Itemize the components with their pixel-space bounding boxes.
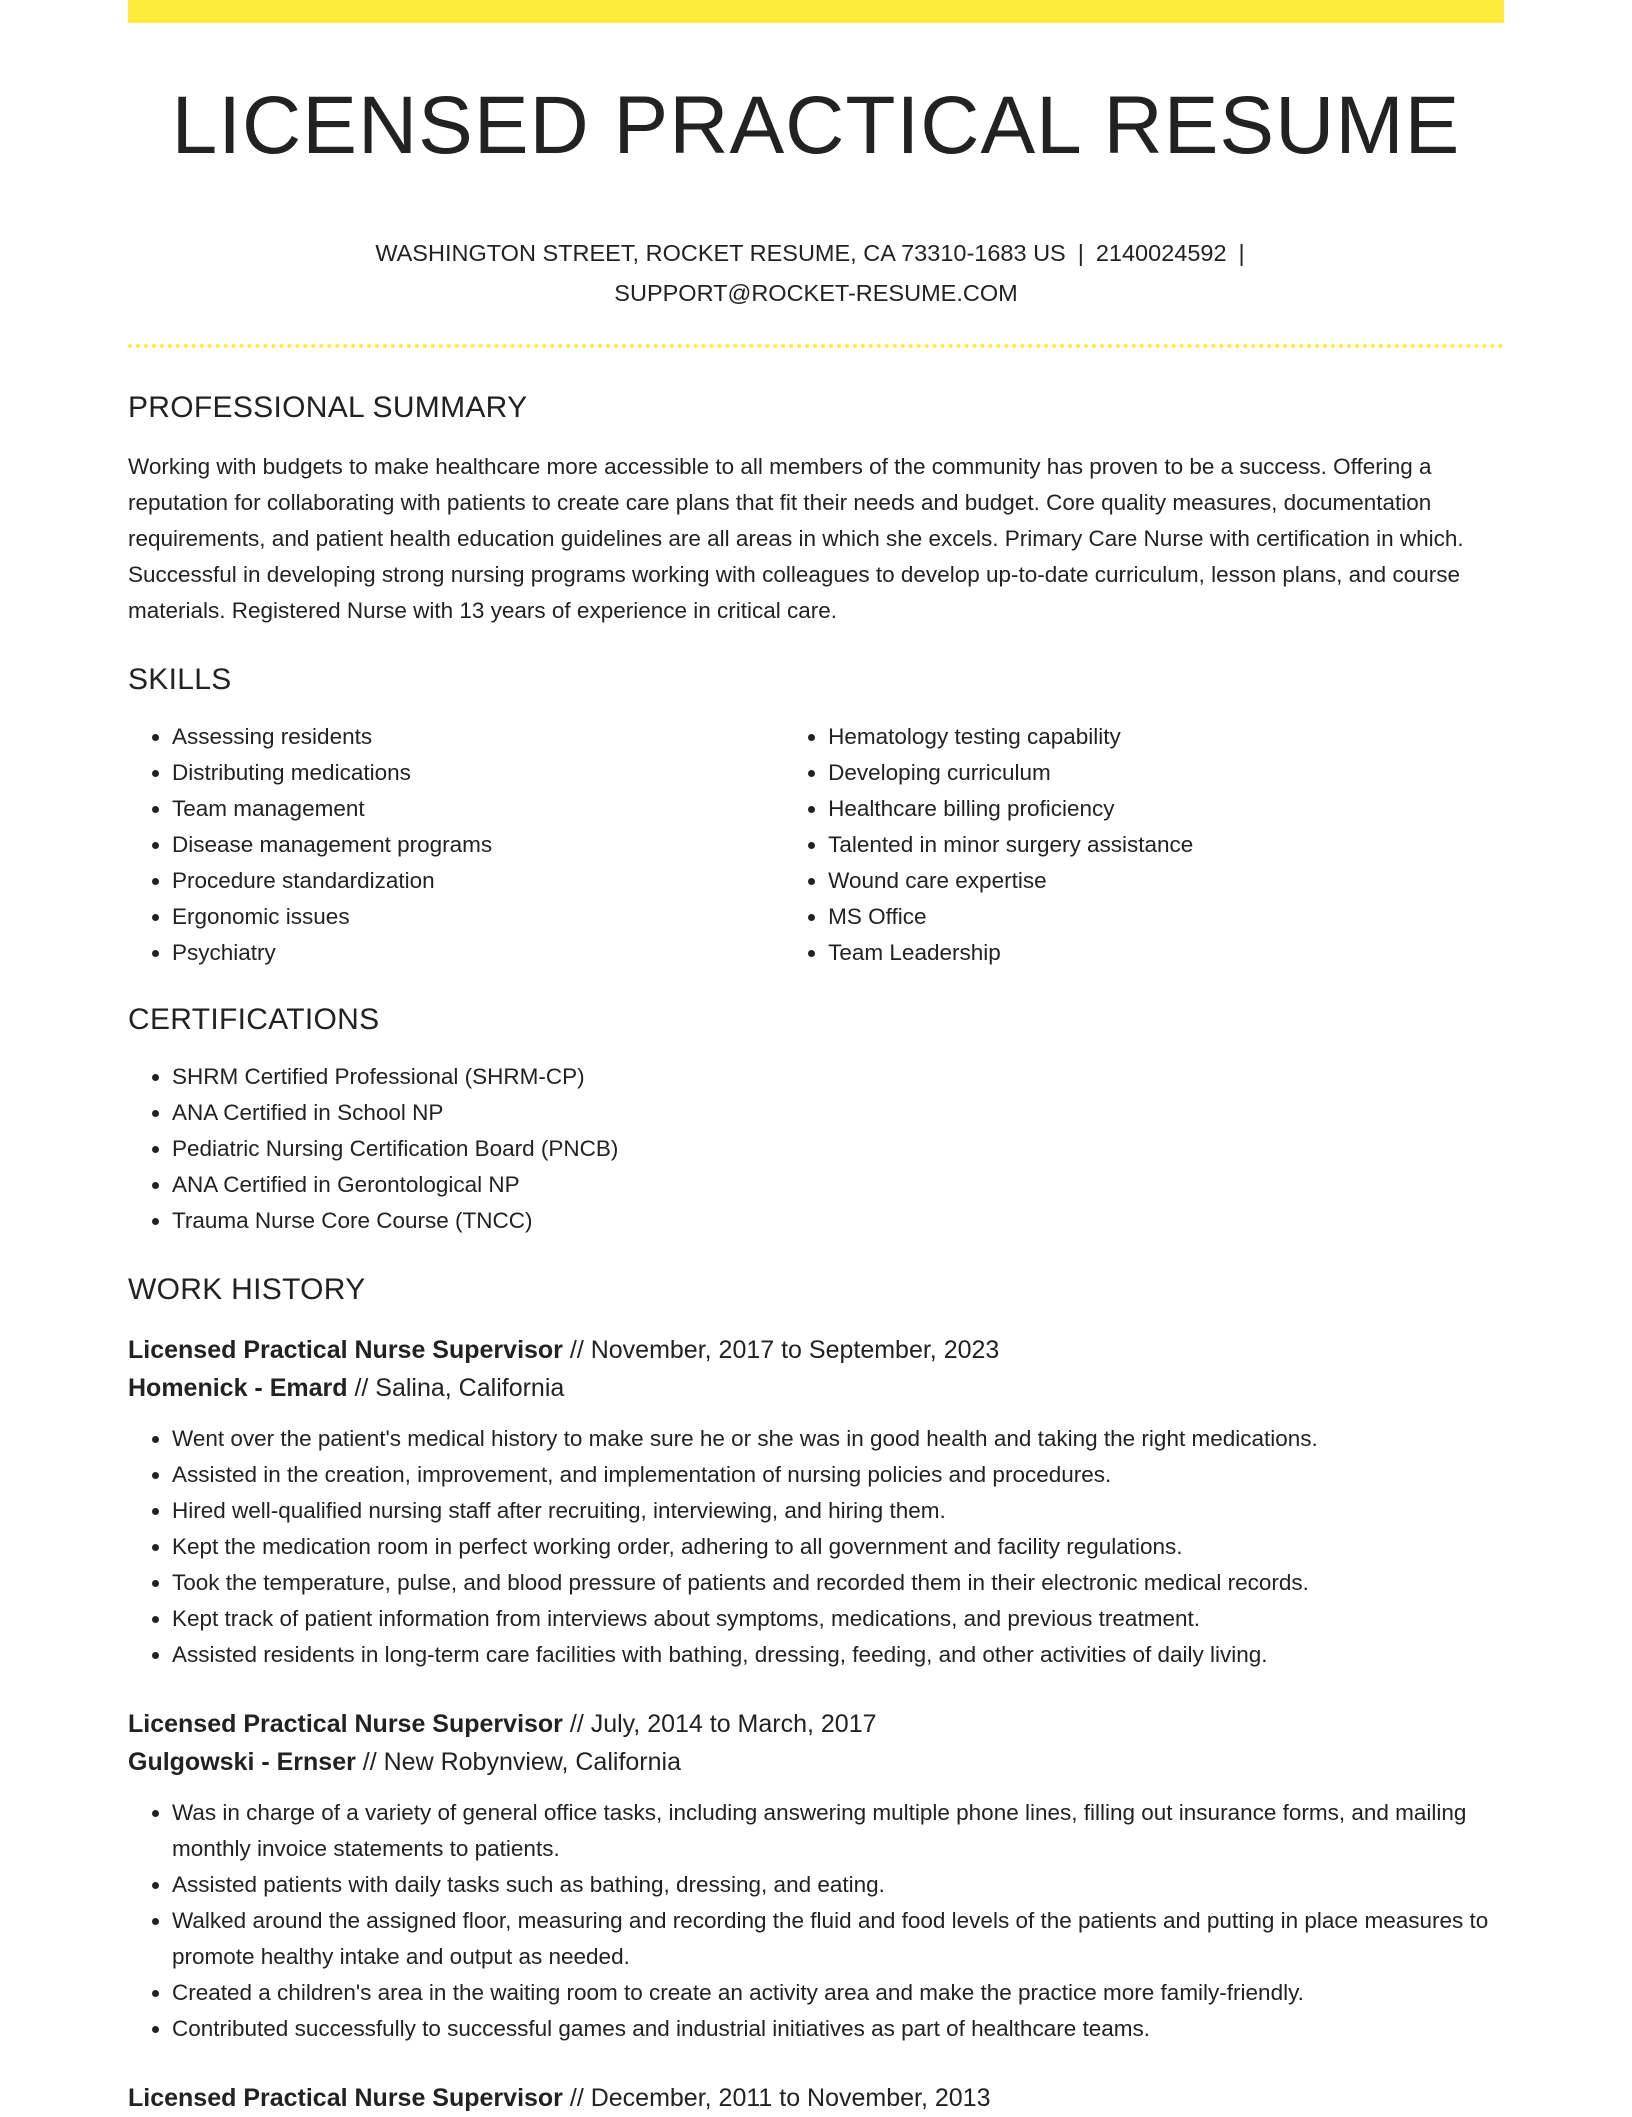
contact-info <box>128 233 1504 313</box>
certification-item: • Pediatric Nursing Certification Board (PNCB) <box>172 1131 1504 1167</box>
skill-item: • Hematology testing capability <box>828 719 1504 755</box>
skill-item: • Procedure standardization <box>172 863 784 899</box>
resume-page <box>128 0 1504 2117</box>
certification-item: • Trauma Nurse Core Course (TNCC) <box>172 1203 1504 1239</box>
job-role-line <box>128 2079 1504 2117</box>
skill-item: • Ergonomic issues <box>172 899 784 935</box>
job-entry <box>128 1705 1504 2047</box>
skill-item: • Disease management programs <box>172 827 784 863</box>
skill-item: • MS Office <box>828 899 1504 935</box>
skills-column-2 <box>784 719 1504 971</box>
job-bullet: • Kept track of patient information from interviews about symptoms, medications, and previous treatment. <box>172 1601 1504 1637</box>
job-bullet: • Contributed successfully to successful games and industrial initiatives as part of healthcare teams. <box>172 2011 1504 2047</box>
job-bullet: • Hired well-qualified nursing staff after recruiting, interviewing, and hiring them. <box>172 1493 1504 1529</box>
address-text: WASHINGTON STREET, ROCKET RESUME, CA 73310-1683 US <box>375 240 1066 266</box>
job-location: // New Robynview, California <box>355 1748 681 1776</box>
section-title-work-history: WORK HISTORY <box>128 1273 366 1306</box>
resume-name-heading: LICENSED PRACTICAL RESUME <box>171 80 1461 171</box>
skill-item: • Team Leadership <box>828 935 1504 971</box>
job-bullet-list <box>128 1795 1504 2047</box>
certifications-list <box>128 1059 1504 1239</box>
skills-list <box>128 719 1504 971</box>
contact-separator: | <box>1077 240 1084 266</box>
dotted-divider <box>128 344 1504 348</box>
job-location: // Salina, California <box>347 1374 565 1402</box>
job-entry <box>128 1331 1504 1673</box>
skill-item: • Distributing medications <box>172 755 784 791</box>
skill-item: • Talented in minor surgery assistance <box>828 827 1504 863</box>
section-title-certifications: CERTIFICATIONS <box>128 1003 380 1036</box>
job-role: Licensed Practical Nurse Supervisor <box>128 1710 563 1738</box>
skill-item: • Team management <box>172 791 784 827</box>
certification-item: • SHRM Certified Professional (SHRM-CP) <box>172 1059 1504 1095</box>
job-role-line <box>128 1705 1504 1743</box>
job-entry <box>128 2079 1504 2117</box>
phone-text: 2140024592 <box>1095 240 1227 266</box>
job-bullet: • Assisted in the creation, improvement, and implementation of nursing policies and procedures. <box>172 1457 1504 1493</box>
contact-separator: | <box>1238 240 1245 266</box>
section-title-summary: PROFESSIONAL SUMMARY <box>128 391 528 424</box>
job-company-line <box>128 1369 1504 1407</box>
job-company: Gulgowski - Ernser <box>128 1748 356 1776</box>
job-role: Licensed Practical Nurse Supervisor <box>128 2084 563 2112</box>
job-role-line <box>128 1331 1504 1369</box>
job-company-line <box>128 1743 1504 1781</box>
job-bullet: • Took the temperature, pulse, and blood pressure of patients and recorded them in their electronic medical records. <box>172 1565 1504 1601</box>
job-bullet: • Was in charge of a variety of general office tasks, including answering multiple phone lines, filling out insurance forms, and mailing monthly invoice statements to patients. <box>172 1795 1504 1867</box>
job-bullet: • Assisted residents in long-term care facilities with bathing, dressing, feeding, and other activities of daily living. <box>172 1637 1504 1673</box>
certification-item: • ANA Certified in Gerontological NP <box>172 1167 1504 1203</box>
email-link[interactable]: SUPPORT@ROCKET-RESUME.COM <box>614 280 1018 306</box>
job-bullet: • Went over the patient's medical history to make sure he or she was in good health and taking the right medications. <box>172 1421 1504 1457</box>
job-bullet-list <box>128 1421 1504 1673</box>
job-bullet: • Walked around the assigned floor, measuring and recording the fluid and food levels of the patients and putting in place measures to promote healthy intake and output as needed. <box>172 1903 1504 1975</box>
skill-item: • Developing curriculum <box>828 755 1504 791</box>
skills-column-1 <box>128 719 784 971</box>
skill-item: • Assessing residents <box>172 719 784 755</box>
job-dates: // July, 2014 to March, 2017 <box>562 1710 877 1738</box>
job-bullet: • Kept the medication room in perfect working order, adhering to all government and facility regulations. <box>172 1529 1504 1565</box>
skill-item: • Wound care expertise <box>828 863 1504 899</box>
accent-top-bar <box>128 0 1504 23</box>
job-company: Homenick - Emard <box>128 1374 348 1402</box>
skill-item: • Psychiatry <box>172 935 784 971</box>
skill-item: • Healthcare billing proficiency <box>828 791 1504 827</box>
job-role: Licensed Practical Nurse Supervisor <box>128 1336 563 1364</box>
summary-text: Working with budgets to make healthcare more accessible to all members of the community has proven to be a success. Offering a reputation for collaborating with patients to create care plans that fit their needs and budget. Core quality measures, documentation requirements, and patient health education guidelines are all areas in which she excels. Primary Care Nurse with certification in which. Successful in developing strong nursing programs working with colleagues to develop up-to-date curriculum, lesson plans, and course materials. Registered Nurse with 13 years of experience in critical care. <box>128 454 1464 623</box>
certification-item: • ANA Certified in School NP <box>172 1095 1504 1131</box>
job-bullet: • Assisted patients with daily tasks such as bathing, dressing, and eating. <box>172 1867 1504 1903</box>
job-dates: // November, 2017 to September, 2023 <box>562 1336 1000 1364</box>
job-bullet: • Created a children's area in the waiting room to create an activity area and make the practice more family-friendly. <box>172 1975 1504 2011</box>
section-title-skills: SKILLS <box>128 663 232 696</box>
job-dates: // December, 2011 to November, 2013 <box>562 2084 991 2112</box>
